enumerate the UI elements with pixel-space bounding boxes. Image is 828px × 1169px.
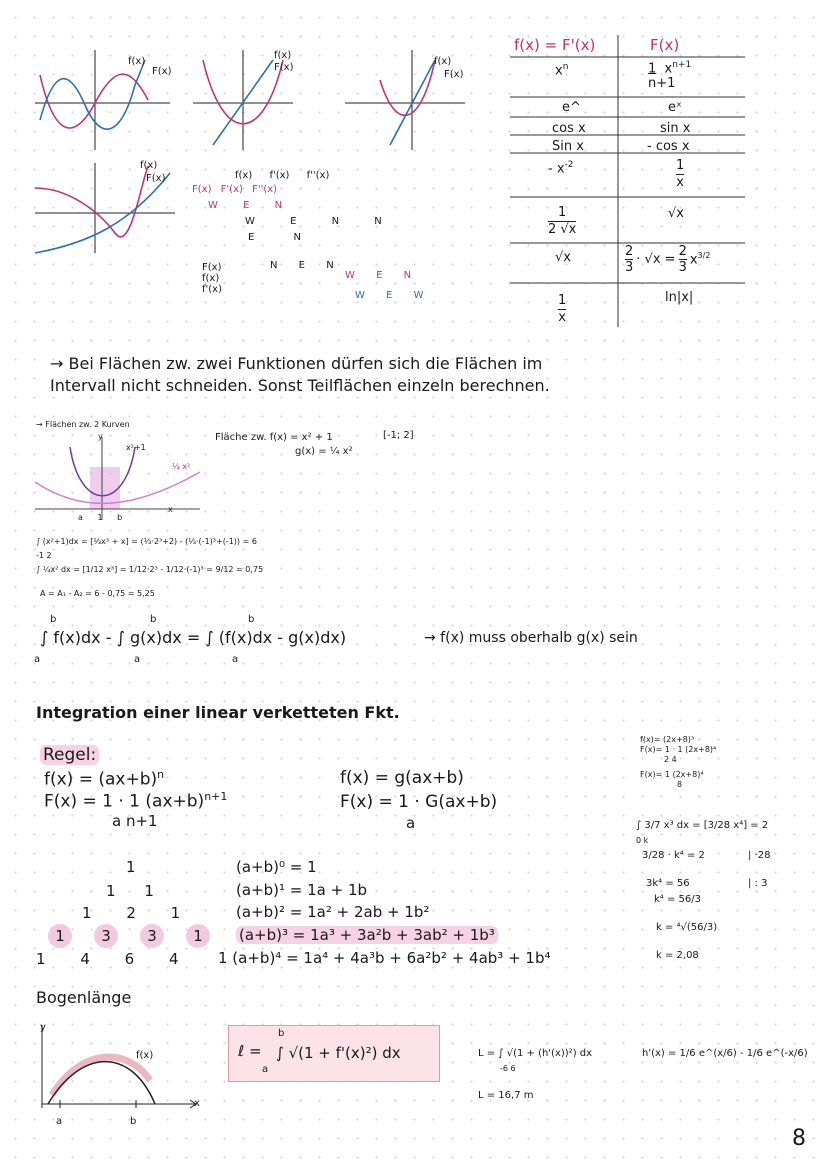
sketch-l3-n: N (293, 232, 301, 243)
sketch-c3-b: E (386, 290, 393, 301)
r5a-base: - x (548, 161, 565, 177)
regel-l2 (44, 790, 227, 812)
table-r1-b (648, 58, 691, 91)
regel-l1 (44, 768, 164, 790)
rule-b3: b (248, 614, 255, 625)
arc-formula-b: b (278, 1028, 285, 1039)
arc-formula-l: ℓ = (238, 1042, 262, 1060)
sketch-c3-c: W (413, 290, 424, 301)
r7b-mid: · √x = (636, 252, 676, 267)
curves-heading: → Flächen zw. 2 Kurven (36, 420, 130, 429)
sketch-l3-e: E (248, 232, 255, 243)
side-s3: F(x)= 1 (2x+8)⁴ (640, 770, 704, 779)
arc-f: f(x) (136, 1050, 154, 1061)
graph-1-F-label: F(x) (152, 66, 172, 77)
side-s6: 3k⁴ = 56 (646, 878, 690, 889)
tick-1: 1 (97, 513, 103, 522)
table-r1-a (555, 62, 568, 78)
sketch-row2 (192, 184, 277, 195)
curves-calc2: ∫ ¼x² dx = [1/12 x³] = 1/12·2³ - 1/12·(-1)³ = 9/12 = 0,75 (36, 565, 264, 574)
r5a-exp: -2 (564, 160, 574, 170)
side-s5: 3/28 · k⁴ = 2 (642, 850, 705, 861)
table-r4-a: Sin x (552, 139, 584, 154)
r6a-den: 2 √x (548, 222, 577, 237)
sketch-l2-e: E (290, 216, 297, 227)
arc-graph (30, 1020, 210, 1120)
side-s4-limits: 0 k (636, 836, 649, 845)
sketch-c1-a: N (270, 260, 278, 271)
arc-ex1-limits: -6 6 (500, 1064, 516, 1073)
sketch-l2-n: N (331, 216, 340, 227)
arc-ex3: L = 16,7 m (478, 1090, 534, 1101)
sketch-c3 (355, 290, 423, 301)
antiderivative-table-lines (510, 35, 750, 330)
expansion-3-text: (a+b)³ = 1a³ + 3a²b + 3ab² + 1b³ (236, 926, 498, 944)
regel-l1-exp: n (157, 768, 165, 781)
curves-f-label: x²+1 (126, 443, 146, 452)
sketch-F2: F''(x) (252, 184, 278, 195)
pascal-3-1: 3 (94, 924, 118, 948)
r5b-den: x (676, 175, 684, 190)
side-s2d: 2 4 (664, 755, 677, 764)
r1b-exp: n+1 (672, 60, 692, 70)
curves-y: y (98, 432, 103, 441)
table-r5-b (676, 158, 684, 191)
arc-formula: ∫ √(1 + f'(x)²) dx (276, 1044, 401, 1062)
curves-task2: g(x) = ¼ x² (295, 446, 353, 457)
arc-ex2: h'(x) = 1/6 e^(x/6) - 1/6 e^(-x/6) (642, 1048, 808, 1059)
sketch-l1-w: W (208, 200, 218, 211)
sketch-fns (202, 262, 222, 295)
regel-r1: f(x) = g(ax+b) (340, 768, 464, 788)
table-r3-a: cos x (552, 121, 586, 136)
side-s6r: | : 3 (748, 878, 768, 889)
expansion-0: (a+b)⁰ = 1 (236, 858, 317, 876)
graph-4-f-label: f(x) (140, 160, 158, 171)
arc-title: Bogenlänge (36, 988, 132, 1007)
pascal-1-1: 1 (144, 882, 154, 900)
table-r6-b: √x (668, 206, 684, 221)
sketch-row1 (235, 170, 329, 181)
sketch-fn-f: f(x) (202, 273, 220, 284)
arc-ex1: L = ∫ √(1 + (h'(x))²) dx (478, 1048, 593, 1059)
sketch-c1-b: E (298, 260, 305, 271)
graph-4-F-label: F(x) (146, 173, 166, 184)
graph-3-f-label: f(x) (434, 56, 452, 67)
r1a-base: x (555, 63, 563, 79)
pascal-2-2: 1 (170, 904, 181, 922)
pascal-4-1: 4 (80, 950, 90, 968)
pascal-4-3: 4 (168, 950, 179, 968)
sketch-l1-n: N (274, 200, 283, 211)
curves-task1: Fläche zw. f(x) = x² + 1 (215, 432, 333, 443)
regel-l2-den: a n+1 (112, 812, 158, 830)
page-number: 8 (792, 1126, 806, 1151)
sketch-f: f(x) (235, 170, 253, 181)
sketch-f1: f'(x) (269, 170, 290, 181)
side-s9: k = 2,08 (656, 950, 699, 961)
sketch-c2-c: N (403, 270, 412, 281)
table-r8-b: ln|x| (665, 290, 694, 305)
sketch-l3 (248, 232, 301, 243)
regel-l2-text: F(x) = 1 · 1 (ax+b) (44, 791, 205, 812)
curves-interval: [-1; 2] (383, 430, 414, 441)
sketch-c2-a: W (345, 270, 355, 281)
graph-2-f-label: f(x) (274, 50, 292, 61)
pascal-4-2: 6 (124, 950, 135, 968)
tick-a: a (78, 513, 83, 522)
rule-a2: a (134, 654, 141, 665)
side-s7: k⁴ = 56/3 (654, 894, 701, 905)
sketch-l2-w: W (245, 216, 255, 227)
pascal-row-3 (48, 924, 210, 948)
curves-x: x (168, 505, 173, 514)
expansion-3 (236, 926, 498, 944)
arc-formula-a: a (262, 1064, 269, 1075)
sketch-fn-F: F(x) (202, 262, 222, 273)
r1b-x: x (664, 61, 673, 77)
pascal-2-0: 1 (82, 904, 92, 922)
curves-calc1: ∫ (x²+1)dx = [⅓x³ + x] = (⅓·2³+2) - (⅓·(-1)³+(-1)) = 6 (36, 537, 257, 546)
r7b-x: x (689, 252, 698, 268)
side-s4: ∫ 3/7 x³ dx = [3/28 x⁴] = 2 (636, 820, 769, 831)
r7b-num: 2 (625, 244, 634, 259)
regel-l2-exp: n+1 (204, 790, 228, 803)
pascal-row-1 (106, 882, 154, 900)
note-line2: Intervall nicht schneiden. Sonst Teilflächen einzeln berechnen. (50, 376, 550, 395)
expansion-4: 1 (a+b)⁴ = 1a⁴ + 4a³b + 6a²b² + 4ab³ + 1b⁴ (218, 949, 551, 967)
rule-formula: ∫ f(x)dx - ∫ g(x)dx = ∫ (f(x)dx - g(x)dx) (40, 628, 347, 647)
pascal-row-2 (82, 904, 180, 922)
curves-graph (30, 432, 205, 522)
graph-1 (30, 45, 180, 155)
graph-2-F-label: F(x) (274, 62, 294, 73)
section-title: Integration einer linear verketteten Fkt. (36, 703, 400, 722)
pascal-0-0: 1 (126, 858, 136, 876)
sketch-l1-e: E (243, 200, 250, 211)
sketch-c2 (345, 270, 411, 281)
curves-calc3: A = A₁ - A₂ = 6 - 0,75 = 5,25 (40, 589, 155, 598)
arc-y: y (40, 1022, 46, 1033)
regel-r2-den: a (406, 814, 416, 832)
curves-calc1-limits: -1 2 (36, 551, 52, 560)
r7b-exp: 3/2 (697, 251, 711, 261)
arc-x: x (194, 1098, 200, 1109)
rule-a3: a (232, 654, 239, 665)
r8a-den: x (558, 310, 566, 325)
expansion-1: (a+b)¹ = 1a + 1b (236, 881, 368, 899)
pascal-3-2: 3 (140, 924, 164, 948)
rule-conclusion: → f(x) muss oberhalb g(x) sein (424, 630, 638, 646)
curves-g-label: ¼ x² (172, 462, 191, 471)
side-s1: f(x)= (2x+8)³ (640, 735, 695, 744)
side-s5r: | ·28 (748, 850, 771, 861)
side-s8: k = ⁴√(56/3) (656, 922, 718, 933)
regel-text: Regel: (40, 745, 99, 765)
sketch-F1: F'(x) (220, 184, 243, 195)
regel-r2: F(x) = 1 · G(ax+b) (340, 792, 498, 812)
r7b-num2: 2 (678, 244, 687, 259)
rule-b1: b (50, 614, 57, 625)
sketch-F: F(x) (192, 184, 212, 195)
regel-l1-text: f(x) = (ax+b) (44, 769, 158, 790)
pascal-4-0: 1 (36, 950, 46, 968)
side-s2: F(x)= 1 · 1 (2x+8)⁴ (640, 745, 717, 754)
rule-a1: a (34, 654, 41, 665)
sketch-f2: f''(x) (306, 170, 330, 181)
arc-a: a (56, 1116, 63, 1127)
pascal-3-0: 1 (48, 924, 72, 948)
sketch-c1 (270, 260, 334, 271)
pascal-2-1: 2 (126, 904, 136, 922)
sketch-l2-n2: N (374, 216, 382, 227)
sketch-c3-a: W (355, 290, 365, 301)
regel-label (40, 745, 99, 765)
r7b-den: 3 (625, 260, 634, 275)
tick-b: b (117, 513, 123, 522)
note-line1: → Bei Flächen zw. zwei Funktionen dürfen sich die Flächen im (50, 354, 543, 373)
side-s3d: 8 (677, 780, 683, 789)
table-r2-a: e^ (562, 100, 581, 115)
table-r7-b (625, 244, 710, 275)
rule-b2: b (150, 614, 157, 625)
table-r6-a (548, 205, 576, 238)
curves-ticks (78, 513, 122, 522)
table-r3-b: sin x (660, 121, 691, 136)
sketch-l2 (245, 216, 382, 227)
table-r7-a: √x (555, 250, 571, 265)
r1b-den: n+1 (648, 76, 676, 92)
sketch-l1 (208, 200, 282, 211)
table-r8-a (558, 293, 566, 326)
table-r5-a (548, 160, 574, 176)
table-header-f: f(x) = F'(x) (514, 36, 596, 54)
r8a-num: 1 (558, 293, 567, 308)
r7b-den2: 3 (678, 260, 687, 275)
r5b-num: 1 (676, 158, 685, 173)
sketch-c2-b: E (376, 270, 383, 281)
r6a-num: 1 (548, 205, 576, 222)
pascal-row-0 (126, 858, 136, 876)
table-r4-b: - cos x (647, 139, 690, 154)
sketch-c1-c: N (326, 260, 334, 271)
pascal-row-4 (36, 950, 179, 968)
graph-1-f-label: f(x) (128, 56, 146, 67)
sketch-fn-f1: f'(x) (202, 284, 222, 295)
arc-b: b (130, 1116, 137, 1127)
graph-3-F-label: F(x) (444, 69, 464, 80)
r1a-exp: n (562, 62, 569, 72)
expansion-2: (a+b)² = 1a² + 2ab + 1b² (236, 903, 430, 921)
table-r2-b: eˣ (668, 100, 682, 115)
pascal-3-3: 1 (186, 924, 210, 948)
table-header-F: F(x) (650, 36, 680, 54)
r1b-num: 1 (648, 61, 657, 77)
pascal-1-0: 1 (106, 882, 116, 900)
